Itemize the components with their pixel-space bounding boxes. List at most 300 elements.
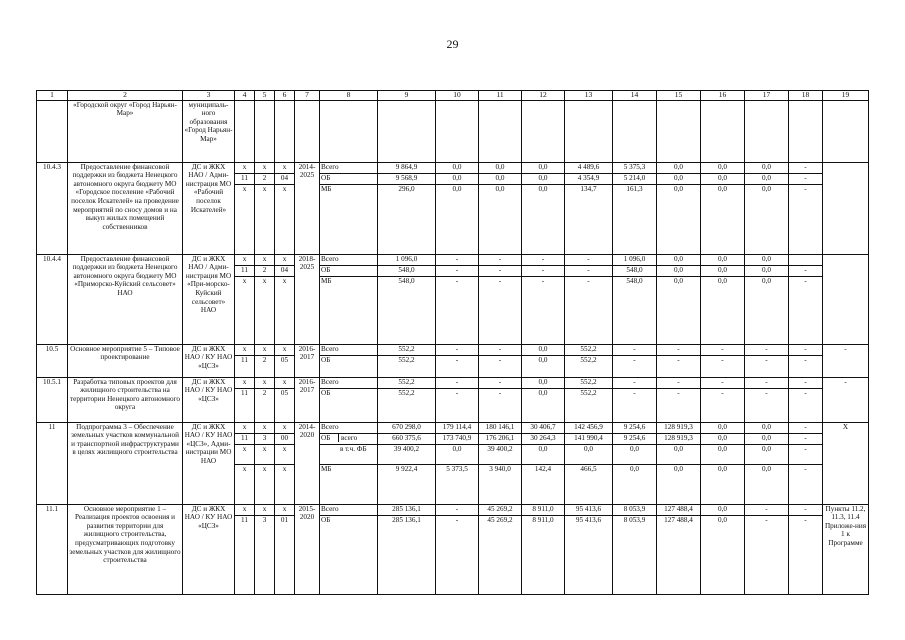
budget-code: 2 [255,388,275,422]
amount-c10: - [436,276,479,344]
amount-c9: 285 136,1 [378,504,436,515]
amount-c14: 8 053,9 [613,504,657,515]
funding-source: Всего [320,254,378,265]
amount-c14: 161,3 [613,184,657,254]
budget-code: 11 [235,388,255,422]
amount-c10: 173 740,9 [436,433,479,444]
column-number: 9 [378,91,436,101]
funding-source: Всего [320,422,378,433]
amount-c18: - [789,184,823,254]
budget-code: х [255,162,275,173]
amount-c15: - [657,377,701,388]
continuation-row [37,100,869,162]
period: 2016-2017 [295,344,320,377]
amount-c16: 0,0 [701,265,745,276]
amount-c11: 45 269,2 [479,504,522,515]
row-id: 10.5.1 [37,377,68,422]
empty-cell [378,100,436,162]
amount-c14: 5 214,0 [613,173,657,184]
funding-source: Всего [320,504,378,515]
amount-c10: - [436,504,479,515]
amount-c11: - [479,377,522,388]
funding-source: Всего [320,344,378,355]
amount-c10: 0,0 [436,184,479,254]
page-number: 29 [446,37,459,51]
amount-c11: 176 206,1 [479,433,522,444]
amount-c16: 0,0 [701,444,745,464]
amount-c12: 0,0 [522,388,565,422]
amount-c10: - [436,388,479,422]
amount-c14: 5 375,3 [613,162,657,173]
budget-code: х [235,254,255,265]
amount-c15: - [657,388,701,422]
budget-code: х [275,184,295,254]
executor: муниципаль-ного образования «Город Нарьян-Мар» [183,100,235,162]
budget-code: х [255,464,275,504]
amount-c18: - [789,173,823,184]
amount-c15: 127 488,4 [657,515,701,594]
column-number: 5 [255,91,275,101]
funding-source: МБ [320,276,378,344]
budget-code: 3 [255,433,275,444]
amount-c13: 142 456,9 [565,422,613,433]
amount-c15: 0,0 [657,265,701,276]
amount-c16: 0,0 [701,254,745,265]
amount-c15: 0,0 [657,444,701,464]
funding-subtype: всего [341,433,358,442]
amount-c16: 0,0 [701,276,745,344]
amount-c10: - [436,355,479,377]
amount-c10: - [436,515,479,594]
amount-c18: - [789,464,823,504]
amount-c17: 0,0 [745,254,789,265]
amount-c12: 30 406,7 [522,422,565,433]
budget-code: х [235,504,255,515]
column-number: 17 [745,91,789,101]
amount-c9: 548,0 [378,265,436,276]
amount-c11: - [479,388,522,422]
budget-code: 00 [275,433,295,444]
amount-c18: - [789,422,823,433]
funding-source: ОБ [320,515,378,594]
amount-c14: 548,0 [613,276,657,344]
amount-c18: - [789,504,823,515]
amount-c13: 552,2 [565,355,613,377]
funding-source: ОБ [320,355,378,377]
column-number: 7 [295,91,320,101]
amount-c14: 1 096,0 [613,254,657,265]
budget-code: х [275,254,295,265]
empty-cell [295,100,320,162]
table-row [37,162,869,173]
budget-code: 11 [235,265,255,276]
amount-c9: 9 922,4 [378,464,436,504]
budget-code: х [255,444,275,464]
amount-c9: 552,2 [378,388,436,422]
amount-c16: - [701,388,745,422]
amount-c15: 0,0 [657,184,701,254]
empty-cell [657,100,701,162]
amount-c18: - [789,344,823,355]
amount-c9: 9 864,9 [378,162,436,173]
amount-c17: 0,0 [745,464,789,504]
column-number: 13 [565,91,613,101]
amount-c12: 0,0 [522,344,565,355]
amount-c12: - [522,254,565,265]
budget-code: х [235,464,255,504]
funding-source: МБ [320,464,378,504]
funding-subtype: в т.ч. ФБ [340,444,367,453]
amount-c12: 8 911,0 [522,504,565,515]
budget-code: х [275,422,295,433]
amount-c16: - [701,377,745,388]
amount-c9: 552,2 [378,344,436,355]
amount-c15: 0,0 [657,254,701,265]
amount-c17: 0,0 [745,444,789,464]
amount-c13: 552,2 [565,377,613,388]
empty-cell [255,100,275,162]
amount-c14: - [613,377,657,388]
budget-code: х [275,344,295,355]
amount-c9: 552,2 [378,377,436,388]
amount-c14: - [613,355,657,377]
amount-c13: 4 354,9 [565,173,613,184]
activity-name: Подпрограмма 3 – Обеспечение земельных участков коммунальной и транспортной инфраструктурами в целях жилищного строительства [68,422,183,504]
budget-code: 11 [235,433,255,444]
amount-c12: 0,0 [522,162,565,173]
amount-c17: - [745,355,789,377]
empty-cell [745,100,789,162]
table-row [37,504,869,515]
amount-c10: 5 373,5 [436,464,479,504]
amount-c11: 0,0 [479,162,522,173]
budget-code: х [235,422,255,433]
column-number: 16 [701,91,745,101]
amount-c13: - [565,254,613,265]
column-number: 11 [479,91,522,101]
activity-name: Основное мероприятие 5 – Типовое проектирование [68,344,183,377]
amount-c13: 134,7 [565,184,613,254]
amount-c18: - [789,377,823,388]
amount-c11: 180 146,1 [479,422,522,433]
amount-c18: - [789,265,823,276]
amount-c11: 45 269,2 [479,515,522,594]
amount-c16: 0,0 [701,433,745,444]
activity-name: Предоставление финансовой поддержки из бюджета Ненецкого автономного округа бюджету МО «Городское поселение «Рабочий поселок Искателей» на проведение мероприятий по сносу домов и на выкуп жилых помещений собственников [68,162,183,254]
budget-code: х [235,184,255,254]
amount-c13: 4 489,6 [565,162,613,173]
amount-c14: 8 053,9 [613,515,657,594]
amount-c9: 552,2 [378,355,436,377]
amount-c13: 95 413,6 [565,515,613,594]
note: - [823,344,869,377]
period: 2018-2025 [295,254,320,344]
amount-c12: 30 264,3 [522,433,565,444]
executor: ДС и ЖКХ НАО / КУ НАО «ЦСЗ» [183,344,235,377]
note: Х [823,422,869,504]
activity-name: «Городской округ «Город Нарьян-Мар» [68,100,183,162]
budget-code: х [255,254,275,265]
budget-code: 2 [255,265,275,276]
executor: ДС и ЖКХ НАО / КУ НАО «ЦСЗ», Адми-нистрации МО НАО [183,422,235,504]
amount-c13: 466,5 [565,464,613,504]
amount-c14: 0,0 [613,444,657,464]
note: Пункты 11.2, 11.3, 11.4 Приложе-ния 1 к Программе [823,504,869,594]
column-number: 12 [522,91,565,101]
budget-code: 04 [275,265,295,276]
amount-c9: 1 096,0 [378,254,436,265]
column-number: 2 [68,91,183,101]
table-row [37,377,869,388]
funding-source: ОБ [320,434,339,443]
budget-code: х [255,422,275,433]
budget-code: х [275,444,295,464]
row-id: 11 [37,422,68,504]
amount-c17: - [745,504,789,515]
budget-code: х [235,162,255,173]
column-number: 14 [613,91,657,101]
budget-code: х [275,377,295,388]
amount-c17: - [745,344,789,355]
budget-code: х [275,504,295,515]
budget-code: 04 [275,173,295,184]
amount-c11: 0,0 [479,173,522,184]
amount-c10: 179 114,4 [436,422,479,433]
column-number: 3 [183,91,235,101]
amount-c9: 9 568,9 [378,173,436,184]
column-number: 1 [37,91,68,101]
funding-source: ОБ [320,388,378,422]
amount-c11: - [479,254,522,265]
amount-c11: - [479,276,522,344]
column-number: 19 [823,91,869,101]
amount-c13: - [565,276,613,344]
activity-name: Основное мероприятие 1 – Реализация проектов освоения и развития территории для жилищного строительства, предусматривающих подготовку земельных участков для жилищного строительства [68,504,183,594]
amount-c13: 552,2 [565,388,613,422]
amount-c17: 0,0 [745,173,789,184]
amount-c15: - [657,355,701,377]
budget-code: х [235,444,255,464]
amount-c17: 0,0 [745,184,789,254]
amount-c17: - [745,388,789,422]
amount-c14: - [613,344,657,355]
amount-c12: 0,0 [522,355,565,377]
amount-c15: 0,0 [657,173,701,184]
executor: ДС и ЖКХ НАО / Адми-нистрация МО «Рабочий поселок Искателей» [183,162,235,254]
amount-c16: - [701,355,745,377]
amount-c17: 0,0 [745,162,789,173]
amount-c16: 0,0 [701,173,745,184]
empty-cell [479,100,522,162]
amount-c15: 0,0 [657,464,701,504]
budget-code: х [255,504,275,515]
amount-c17: 0,0 [745,276,789,344]
amount-c17: 0,0 [745,265,789,276]
empty-cell [613,100,657,162]
amount-c16: 0,0 [701,504,745,515]
activity-name: Разработка типовых проектов для жилищного строительства на территории Ненецкого автономного округа [68,377,183,422]
period: 2016-2017 [295,377,320,422]
column-number: 18 [789,91,823,101]
amount-c11: - [479,344,522,355]
amount-c14: - [613,388,657,422]
amount-c16: 0,0 [701,422,745,433]
amount-c18: - [789,515,823,594]
funding-source: ОБ [320,173,378,184]
amount-c10: 0,0 [436,444,479,464]
table-row [37,254,869,265]
amount-c15: 127 488,4 [657,504,701,515]
amount-c17: - [745,377,789,388]
amount-c12: - [522,265,565,276]
amount-c14: 548,0 [613,265,657,276]
amount-c11: 3 940,0 [479,464,522,504]
amount-c11: 39 400,2 [479,444,522,464]
amount-c12: 0,0 [522,444,565,464]
period: 2014-2020 [295,422,320,504]
period: 2015-2020 [295,504,320,594]
budget-code: х [255,276,275,344]
amount-c9: 660 375,6 [378,433,436,444]
amount-c11: - [479,265,522,276]
amount-c13: 95 413,6 [565,504,613,515]
amount-c18: - [789,276,823,344]
funding-source [320,433,378,444]
budget-code: х [275,464,295,504]
amount-c10: - [436,265,479,276]
amount-c16: - [701,344,745,355]
budget-code: 11 [235,355,255,377]
note [823,254,869,344]
funding-source: Всего [320,162,378,173]
note [823,162,869,254]
amount-c11: - [479,355,522,377]
amount-c16: 0,0 [701,464,745,504]
amount-c18: - [789,388,823,422]
amount-c12: 0,0 [522,184,565,254]
amount-c14: 9 254,6 [613,422,657,433]
amount-c10: 0,0 [436,162,479,173]
budget-code: 2 [255,173,275,184]
column-number: 15 [657,91,701,101]
amount-c16: 0,0 [701,515,745,594]
amount-c15: - [657,344,701,355]
amount-c9: 296,0 [378,184,436,254]
empty-cell [436,100,479,162]
amount-c9: 285 136,1 [378,515,436,594]
row-id: 10.4.3 [37,162,68,254]
column-number: 10 [436,91,479,101]
budget-code: х [275,276,295,344]
amount-c11: 0,0 [479,184,522,254]
amount-c9: 39 400,2 [378,444,436,464]
table-row [37,422,869,433]
budget-code: 05 [275,388,295,422]
executor: ДС и ЖКХ НАО / Адми-нистрация МО «При-морско-Куйский сельсовет» НАО [183,254,235,344]
column-number: 8 [320,91,378,101]
empty-cell [789,100,823,162]
executor: ДС и ЖКХ НАО / КУ НАО «ЦСЗ» [183,504,235,594]
period: 2014-2025 [295,162,320,254]
activity-name: Предоставление финансовой поддержки из бюджета Ненецкого автономного округа бюджету МО «Приморско-Куйский сельсовет» НАО [68,254,183,344]
budget-code: 11 [235,173,255,184]
amount-c12: 142,4 [522,464,565,504]
note: - [823,377,869,422]
amount-c10: - [436,254,479,265]
funding-source: ОБ [320,265,378,276]
empty-cell [235,100,255,162]
funding-source: Всего [320,377,378,388]
amount-c12: - [522,276,565,344]
budget-code: х [235,344,255,355]
amount-c10: - [436,377,479,388]
header-row [37,91,869,101]
budget-code: 05 [275,355,295,377]
budget-code: 01 [275,515,295,594]
amount-c13: 141 990,4 [565,433,613,444]
column-number: 6 [275,91,295,101]
empty-cell [565,100,613,162]
amount-c17: 0,0 [745,433,789,444]
empty-cell [522,100,565,162]
empty-cell [275,100,295,162]
budget-code: х [235,276,255,344]
amount-c18 [789,254,823,265]
amount-c10: 0,0 [436,173,479,184]
amount-c10: - [436,344,479,355]
budget-code: х [235,377,255,388]
empty-cell [320,100,378,162]
budget-code: х [275,162,295,173]
amount-c13: - [565,265,613,276]
budget-code: 3 [255,515,275,594]
row-id [37,100,68,162]
amount-c9: 670 298,0 [378,422,436,433]
amount-c13: 552,2 [565,344,613,355]
amount-c16: 0,0 [701,184,745,254]
budget-code: 11 [235,515,255,594]
amount-c12: 8 911,0 [522,515,565,594]
empty-cell [823,100,869,162]
amount-c15: 128 919,3 [657,433,701,444]
amount-c15: 0,0 [657,276,701,344]
amount-c14: 0,0 [613,464,657,504]
amount-c17: - [745,515,789,594]
row-id: 10.5 [37,344,68,377]
amount-c9: 548,0 [378,276,436,344]
amount-c12: 0,0 [522,173,565,184]
budget-code: х [255,344,275,355]
amount-c17: 0,0 [745,422,789,433]
budget-code: х [255,184,275,254]
column-number: 4 [235,91,255,101]
amount-c15: 128 919,3 [657,422,701,433]
amount-c15: 0,0 [657,162,701,173]
row-id: 10.4.4 [37,254,68,344]
funding-source [320,444,378,464]
amount-c13: 0,0 [565,444,613,464]
amount-c18: - [789,355,823,377]
amount-c16: 0,0 [701,162,745,173]
budget-code: 2 [255,355,275,377]
funding-source: МБ [320,184,378,254]
amount-c12: 0,0 [522,377,565,388]
amount-c14: 9 254,6 [613,433,657,444]
amount-c18: - [789,444,823,464]
amount-c18: - [789,162,823,173]
budget-code: х [255,377,275,388]
budget-table [36,90,869,595]
